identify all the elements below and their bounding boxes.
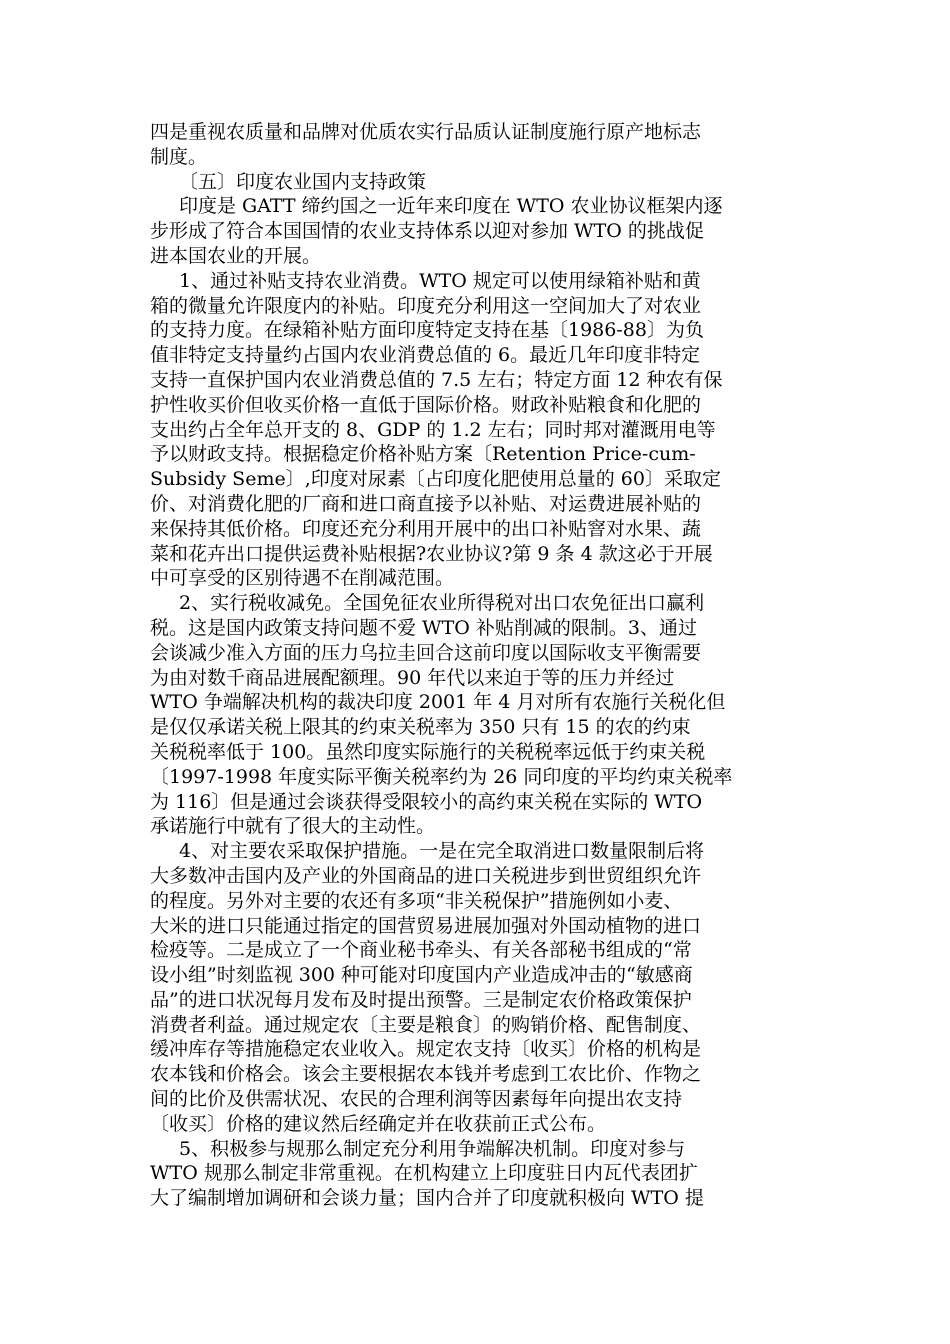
text-line: 箱的微量允许限度内的补贴。印度充分利用这一空间加大了对农业 (150, 294, 702, 317)
text-line: 予以财政支持。根据稳定价格补贴方案〔Retention Price-cum- (150, 443, 696, 466)
text-line: Subsidy Seme〕,印度对尿素〔占印度化肥使用总量的 60〕采取定 (150, 468, 721, 491)
text-line: 〔收买〕价格的建议然后经确定并在收获前正式公布。 (150, 1112, 607, 1135)
text-line: 四是重视农质量和品牌对优质农实行品质认证制度施行原产地标志 (150, 121, 702, 143)
text-line: 承诺施行中就有了很大的主动性。 (150, 815, 436, 838)
text-line: 中可享受的区别待遇不在削减范围。 (150, 567, 455, 590)
text-line: 为由对数千商品进展配额理。90 年代以来迫于等的压力并经过 (150, 666, 675, 689)
text-line: 检疫等。二是成立了一个商业秘书牵头、有关各部秘书组成的“常 (150, 939, 692, 962)
text-line: WTO 规那么制定非常重视。在机构建立上印度驻日内瓦代表团扩 (150, 1162, 698, 1185)
text-line: 税。这是国内政策支持问题不爱 WTO 补贴削减的限制。3、通过 (150, 616, 697, 639)
text-line: 护性收买价但收买价格一直低于国际价格。财政补贴粮食和化肥的 (150, 393, 702, 416)
text-line: 消费者利益。通过规定农〔主要是粮食〕的购销价格、配售制度、 (150, 1013, 702, 1036)
text-line: 大了编制增加调研和会谈力量；国内合并了印度就积极向 WTO 提 (150, 1187, 704, 1210)
text-line: 关税税率低于 100。虽然印度实际施行的关税税率远低于约束关税 (150, 740, 706, 763)
text-line: 〔1997-1998 年度实际平衡关税率约为 26 同印度的平均约束关税率 (150, 765, 733, 788)
text-line: 缓冲库存等措施稳定农业收入。规定农支持〔收买〕价格的机构是 (150, 1038, 702, 1061)
text-line: 设小组”时刻监视 300 种可能对印度国内产业造成冲击的“敏感商 (150, 964, 693, 987)
text-line: 值非特定支持量约占国内农业消费总值的 6。最近几年印度非特定 (150, 344, 701, 367)
text-line: 为 116〕但是通过会谈获得受限较小的高约束关税在实际的 WTO (150, 790, 703, 813)
text-line: 步形成了符合本国国情的农业支持体系以迎对参加 WTO 的挑战促 (150, 220, 704, 243)
text-line: 1、通过补贴支持农业消费。WTO 规定可以使用绿箱补贴和黄 (179, 269, 701, 292)
text-line: 来保持其低价格。印度还充分利用开展中的出口补贴窨对水果、蔬 (150, 517, 702, 540)
text-line: 大多数冲击国内及产业的外国商品的进口关税进步到世贸组织允许 (150, 864, 702, 887)
text-line: 2、实行税收减免。全国免征农业所得税对出口农免征出口赢利 (179, 592, 705, 615)
text-line: 5、积极参与规那么制定充分利用争端解决机制。印度对参与 (179, 1137, 686, 1160)
text-line: 大米的进口只能通过指定的国营贸易进展加强对外国动植物的进口 (150, 914, 702, 937)
text-line: 品”的进口状况每月发布及时提出预警。三是制定农价格政策保护 (150, 988, 692, 1011)
text-line: 会谈减少准入方面的压力乌拉圭回合这前印度以国际收支平衡需要 (150, 641, 702, 664)
text-line: WTO 争端解决机构的裁决印度 2001 年 4 月对所有农施行关税化但 (150, 691, 726, 714)
text-line: 支出约占全年总开支的 8、GDP 的 1.2 左右；同时邦对灌溉用电等 (150, 418, 716, 441)
text-line: 4、对主要农采取保护措施。一是在完全取消进口数量限制后将 (179, 840, 705, 863)
text-line: 菜和花卉出口提供运费补贴根据?农业协议?第 9 条 4 款这必于开展 (150, 542, 713, 565)
text-line: 的支持力度。在绿箱补贴方面印度特定支持在基〔1986-88〕为负 (150, 319, 704, 342)
text-line: 是仅仅承诺关税上限其的约束关税率为 350 只有 15 的农的约束 (150, 716, 691, 739)
text-line: 农本钱和价格会。该会主要根据农本钱并考虑到工农比价、作物之 (150, 1063, 702, 1086)
document-page (150, 120, 800, 1211)
text-line: 印度是 GATT 缔约国之一近年来印度在 WTO 农业协议框架内逐 (179, 195, 723, 218)
text-line: 支持一直保护国内农业消费总值的 7.5 左右；特定方面 12 种农有保 (150, 368, 723, 391)
text-line: 进本国农业的开展。 (150, 244, 322, 267)
text-line: 〔五〕印度农业国内支持政策 (179, 170, 427, 193)
text-line: 间的比价及供需状况、农民的合理利润等因素每年向提出农支持 (150, 1088, 683, 1111)
text-line: 制度。 (150, 145, 208, 168)
text-line: 价、对消费化肥的厂商和进口商直接予以补贴、对运费进展补贴的 (150, 492, 702, 515)
text-line: 的程度。另外对主要的农还有多项“非关税保护”措施例如小麦、 (150, 889, 683, 912)
